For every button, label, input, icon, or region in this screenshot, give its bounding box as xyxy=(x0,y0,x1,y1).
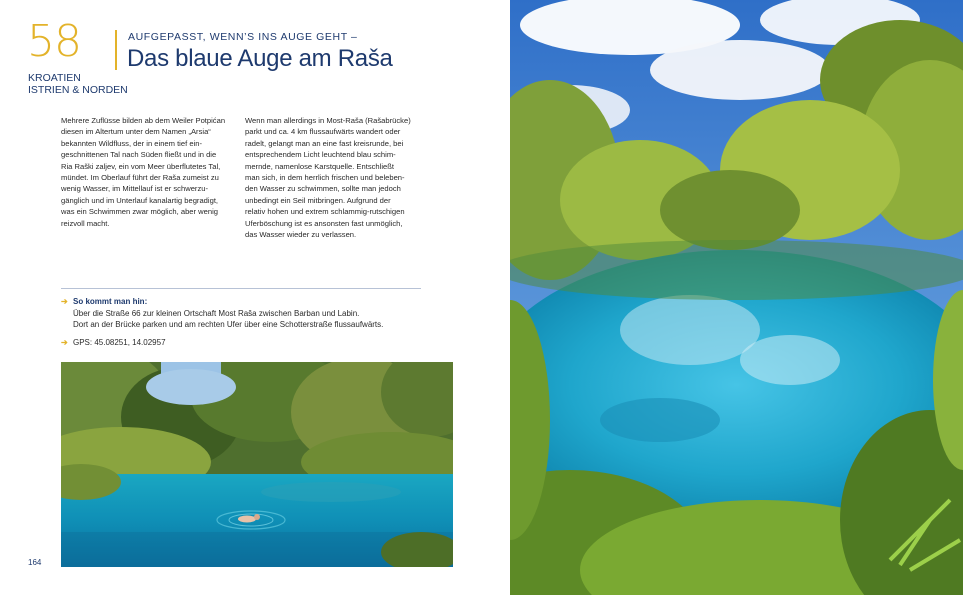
gps-block xyxy=(61,337,441,349)
body-line: Ria Raški zaljev, ein vom Meer überflutetes Tal, xyxy=(61,161,221,171)
body-line: unbedingt ein Seil mitbringen. Aufgrund der xyxy=(245,195,391,205)
arrow-right-icon: ➔ xyxy=(61,338,68,347)
body-line: Wenn man allerdings in Most-Raša (Rašabrücke) xyxy=(245,116,411,125)
body-line: radelt, gelangt man an eine fast kreisrunde, bei xyxy=(245,138,404,148)
kicker-heading: AUFGEPASST, WENN’S INS AUGE GEHT – xyxy=(128,31,358,43)
body-line: gänglich und im Unterlauf kanalartig begradigt, xyxy=(61,195,219,205)
directions-heading: So kommt man hin: xyxy=(73,297,148,306)
body-line: bekannten Wildfluss, der in einem tief ein- xyxy=(61,138,202,148)
body-line: den Wasser zu schwimmen, sollte man jedoch xyxy=(245,184,401,194)
body-line: reizvoll macht. xyxy=(61,218,110,228)
arrow-right-icon: ➔ xyxy=(61,297,68,306)
body-column-2 xyxy=(245,115,421,240)
region-line-2: ISTRIEN & NORDEN xyxy=(28,84,128,96)
directions-block xyxy=(61,296,441,331)
body-line: diesen im Altertum unter dem Namen „Arsia“ xyxy=(61,127,211,137)
section-divider xyxy=(61,288,421,289)
page-title: Das blaue Auge am Raša xyxy=(127,45,393,72)
body-line: relativ hohen und extrem schlammig-rutschigen xyxy=(245,207,405,217)
body-line: das Wasser wieder zu verlassen. xyxy=(245,230,357,240)
body-line: entsprechendem Licht leuchtend blau schim- xyxy=(245,150,396,160)
title-divider xyxy=(115,30,117,70)
chapter-number: 58 xyxy=(27,16,81,67)
page-number: 164 xyxy=(28,558,42,567)
region-label xyxy=(28,72,128,96)
region-line-1: KROATIEN xyxy=(28,72,81,84)
body-line: Mehrere Zuflüsse bilden ab dem Weiler Potpićan xyxy=(61,116,226,125)
photo-swimmer-spring xyxy=(61,362,453,567)
gps-coordinates: GPS: 45.08251, 14.02957 xyxy=(73,338,166,347)
body-line: geschnittenen Tal nach Süden fließt und in die xyxy=(61,150,217,160)
directions-line-1: Über die Straße 66 zur kleinen Ortschaft Most Raša zwischen Barban und Labin. xyxy=(73,308,360,318)
body-line: parkt und ca. 4 km flussaufwärts wandert oder xyxy=(245,127,401,137)
body-line: wenig Wasser, im Mittellauf ist er schwerzu- xyxy=(61,184,208,194)
body-line: mernde, namenlose Karstquelle. Entschließt xyxy=(245,161,394,171)
body-column-1 xyxy=(61,115,237,229)
body-line: mündet. Im Oberlauf führt der Raša zumeist zu xyxy=(61,173,219,183)
photo-blue-eye-spring xyxy=(510,0,963,595)
body-line: Uferböschung ist es ansonsten fast unmöglich, xyxy=(245,218,403,228)
body-line: was ein Schwimmen zwar möglich, aber wenig xyxy=(61,207,218,217)
body-line: man sich, in dem herrlich frischen und beleben- xyxy=(245,173,405,183)
directions-line-2: Dort an der Brücke parken und am rechten Ufer über eine Schotterstraße flussaufwärts. xyxy=(73,320,384,329)
